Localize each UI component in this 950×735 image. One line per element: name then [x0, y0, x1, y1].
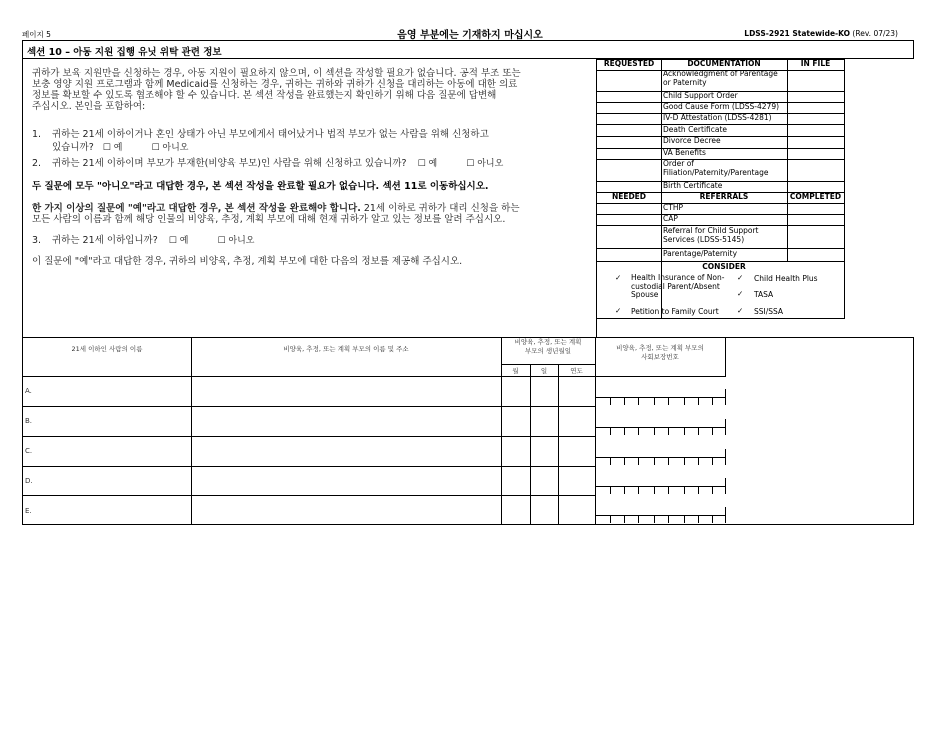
ssn-digit-divider — [638, 397, 639, 405]
col-header-child-name: 21세 이하인 사람의 이름 — [71, 345, 143, 353]
ssn-digit-divider — [684, 457, 685, 465]
question-3 — [32, 235, 254, 247]
check-icon: ✓ — [615, 273, 622, 282]
ssn-digit-divider — [624, 515, 625, 523]
ssn-digit-divider — [698, 427, 699, 435]
ssn-digit-divider — [725, 478, 726, 494]
check-icon: ✓ — [615, 306, 622, 315]
ssn-digit-divider — [725, 507, 726, 523]
referrals-header: REFERRALS — [699, 192, 749, 201]
ssn-digit-divider — [668, 427, 669, 435]
ssn-digit-divider — [684, 515, 685, 523]
col-header-day: 일 — [540, 367, 548, 375]
check-icon: ✓ — [737, 289, 744, 298]
row-label: A. — [25, 387, 32, 395]
ssn-digit-divider — [654, 457, 655, 465]
ssn-baseline — [596, 427, 726, 428]
question-3-text: 귀하는 21세 이하입니까? — [52, 235, 158, 246]
ssn-digit-divider — [638, 427, 639, 435]
consider-item: Petition to Family Court — [631, 307, 719, 316]
table-bottom-border — [22, 524, 914, 525]
ssn-digit-divider — [624, 457, 625, 465]
col-header-ssn-line: 비양육, 추정, 또는 계획 부모의 — [616, 344, 704, 352]
ssn-baseline — [596, 515, 726, 516]
doc-item — [661, 160, 787, 177]
col-header-ssn — [595, 344, 725, 362]
table-right-border — [913, 337, 914, 525]
doc-item: IV-D Attestation (LDSS-4281) — [663, 113, 772, 122]
ssn-digit-divider — [712, 515, 713, 523]
ssn-digit-divider — [654, 427, 655, 435]
col-header-parent-name-address: 비양육, 추정, 또는 계획 부모의 이름 및 주소 — [283, 345, 409, 353]
ssn-digit-divider — [698, 397, 699, 405]
final-instruction: 이 질문에 "예"라고 대답한 경우, 귀하의 비양육, 추정, 계획 부모에 대한 다음의 정보를 제공해 주십시오. — [32, 256, 463, 267]
table-top-border — [22, 337, 914, 338]
row-label: C. — [25, 447, 33, 455]
ssn-digit-divider — [712, 457, 713, 465]
q3-yes-checkbox[interactable]: ☐ 예 — [168, 236, 189, 246]
row-label: D. — [25, 477, 33, 485]
ssn-digit-divider — [684, 486, 685, 494]
shaded-area-notice: 음영 부분에는 기재하지 마십시오 — [397, 30, 543, 41]
ssn-digit-divider — [698, 457, 699, 465]
both-no-instruction: 두 질문에 모두 "아니오"라고 대답한 경우, 본 섹션 작성을 완료할 필요가 없습니다. 섹션 11로 이동하십시오. — [32, 181, 489, 192]
question-1-cont — [52, 142, 188, 154]
ssn-digit-divider — [698, 486, 699, 494]
question-1 — [32, 129, 489, 140]
consider-header: CONSIDER — [702, 262, 746, 271]
q1-yes-checkbox[interactable]: ☐ 예 — [102, 143, 123, 153]
needed-header: NEEDED — [611, 192, 647, 201]
documentation-header: DOCUMENTATION — [687, 59, 761, 68]
doc-item — [661, 70, 787, 87]
consider-item: TASA — [754, 290, 774, 299]
ssn-digit-divider — [725, 389, 726, 405]
ssn-digit-divider — [668, 457, 669, 465]
doc-item: Divorce Decree — [663, 136, 721, 145]
col-header-dob-line: 부모의 생년월일 — [524, 347, 572, 355]
ssn-digit-divider — [668, 515, 669, 523]
question-1-text: 귀하는 21세 이하이거나 혼인 상태가 아닌 부모에게서 태어났거나 법적 부모가 없는 사람을 위해 신청하고 — [52, 129, 489, 140]
yes-instruction — [32, 203, 592, 225]
consider-label: Health Insurance of Non- — [631, 273, 725, 282]
docs-table — [596, 59, 845, 319]
ssn-digit-divider — [610, 457, 611, 465]
ssn-baseline — [596, 397, 726, 398]
doc-item: VA Benefits — [663, 148, 706, 157]
doc-label: or Paternity — [663, 77, 707, 87]
ssn-baseline — [596, 486, 726, 487]
doc-label: Order of — [663, 159, 694, 168]
question-2 — [32, 158, 503, 170]
doc-item: Birth Certificate — [663, 181, 723, 190]
ssn-digit-divider — [668, 486, 669, 494]
form-id — [744, 29, 898, 38]
ssn-digit-divider — [712, 486, 713, 494]
ssn-digit-divider — [638, 515, 639, 523]
section-left-border — [22, 59, 23, 337]
doc-item: Death Certificate — [663, 125, 728, 134]
ssn-digit-divider — [624, 486, 625, 494]
consider-label: custodial Parent/Absent — [631, 281, 720, 291]
intro-line: 보충 영양 지원 프로그램과 함께 Medicaid를 신청하는 경우, 귀하는 귀하와 귀하가 신청을 대리하는 아동에 대한 의료 — [32, 79, 518, 90]
doc-item: Child Support Order — [663, 91, 738, 100]
ssn-digit-divider — [684, 427, 685, 435]
ssn-digit-divider — [712, 427, 713, 435]
question-2-text: 귀하는 21세 이하이며 부모가 부재한(비양육 부모)인 사람을 위해 신청하고 있습니까? — [52, 158, 407, 169]
col-header-month: 월 — [512, 367, 519, 375]
ssn-digit-divider — [654, 397, 655, 405]
ssn-digit-divider — [638, 457, 639, 465]
check-icon: ✓ — [737, 273, 744, 282]
yes-instruction-rest: 21세 이하로 귀하가 대리 신청을 하는 — [360, 203, 520, 214]
consider-label: Spouse — [631, 290, 659, 299]
check-icon: ✓ — [737, 306, 744, 315]
ssn-digit-divider — [610, 427, 611, 435]
yes-instruction-bold: 한 가지 이상의 질문에 "예"라고 대답한 경우, 본 섹션 작성을 완료해야 합니다. — [32, 203, 361, 214]
referral-item: CAP — [663, 214, 678, 223]
in-file-header: IN FILE — [800, 59, 831, 68]
ssn-digit-divider — [712, 397, 713, 405]
ssn-digit-divider — [610, 486, 611, 494]
ssn-digit-divider — [684, 397, 685, 405]
referral-item: Parentage/Paternity — [663, 249, 738, 258]
ssn-digit-divider — [668, 397, 669, 405]
referral-item: CTHP — [663, 203, 683, 212]
ssn-digit-divider — [624, 427, 625, 435]
question-number: 3. — [32, 235, 42, 246]
section-intro — [32, 68, 590, 112]
ssn-digit-divider — [725, 419, 726, 435]
row-label: B. — [25, 417, 33, 425]
table-left-border — [22, 337, 23, 525]
col-header-dob — [501, 338, 595, 356]
consider-item: SSI/SSA — [754, 307, 784, 316]
row-label: E. — [25, 507, 32, 515]
ssn-digit-divider — [698, 515, 699, 523]
q2-yes-checkbox[interactable]: ☐ 예 — [417, 159, 438, 169]
referral-label: Services (LDSS-5145) — [663, 234, 745, 244]
ssn-digit-divider — [610, 397, 611, 405]
question-number: 1. — [32, 129, 42, 140]
completed-header: COMPLETED — [789, 192, 842, 201]
referral-label: Referral for Child Support — [663, 226, 759, 235]
doc-label: Acknowledgment of Parentage — [663, 69, 778, 78]
intro-line: 주십시오. 본인을 포함하여: — [32, 101, 146, 112]
yes-instruction-line2: 모든 사람의 이름과 함께 해당 인물의 비양육, 추정, 계획 부모에 대해 현재 귀하가 알고 있는 정보를 알려 주십시오. — [32, 214, 506, 225]
consider-item — [629, 274, 739, 300]
ssn-digit-divider — [610, 515, 611, 523]
ssn-digit-divider — [654, 486, 655, 494]
ssn-digit-divider — [624, 397, 625, 405]
form-revision: (Rev. 07/23) — [852, 29, 898, 38]
doc-label: Filiation/Paternity/Parentage — [663, 167, 769, 177]
q3-no-checkbox[interactable]: ☐ 아니오 — [217, 236, 255, 246]
ssn-digit-divider — [638, 486, 639, 494]
intro-line: 귀하가 보육 지원만을 신청하는 경우, 아동 지원이 필요하지 않으며, 이 섹션을 작성할 필요가 없습니다. 공적 부조 또는 — [32, 68, 521, 79]
question-1-text-cont: 있습니까? — [52, 142, 94, 153]
intro-line: 정보를 확보할 수 있도록 협조해야 할 수 있습니다. 본 섹션 작성을 완료했는지 확인하기 위해 다음 질문에 답변해 — [32, 90, 497, 101]
col-header-dob-line: 비양육, 추정, 또는 계획 — [514, 338, 582, 346]
col-header-year: 연도 — [570, 367, 583, 375]
requested-header: REQUESTED — [603, 59, 655, 68]
section-title: 섹션 10 – 아동 지원 집행 유닛 위탁 관련 정보 — [22, 40, 914, 59]
page-number: 페이지 5 — [22, 30, 51, 39]
consider-item: Child Health Plus — [754, 274, 818, 283]
ssn-digit-divider — [654, 515, 655, 523]
ssn-baseline — [596, 457, 726, 458]
q1-no-checkbox[interactable]: ☐ 아니오 — [151, 143, 189, 153]
referral-item — [661, 227, 787, 244]
q2-no-checkbox[interactable]: ☐ 아니오 — [466, 159, 504, 169]
col-header-ssn-line: 사회보장번호 — [641, 353, 679, 361]
form-number: LDSS-2921 Statewide-KO — [744, 29, 851, 38]
doc-item: Good Cause Form (LDSS-4279) — [663, 102, 780, 111]
ssn-digit-divider — [725, 449, 726, 465]
question-number: 2. — [32, 158, 42, 169]
